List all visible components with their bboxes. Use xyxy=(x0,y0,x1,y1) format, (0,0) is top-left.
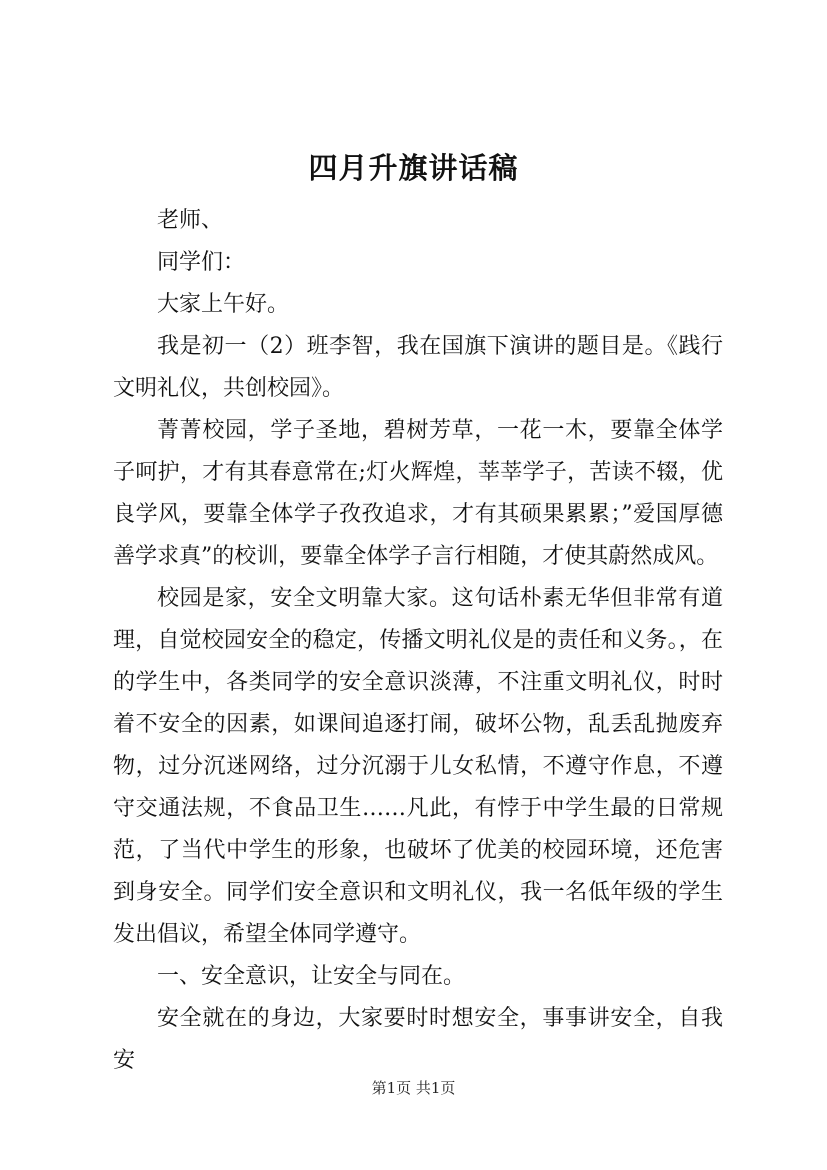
paragraph-safety-around: 安全就在的身边，大家要时时想安全，事事讲安全，自我安 xyxy=(113,1006,723,1073)
paragraph-section-one-heading: 一、安全意识，让安全与同在。 xyxy=(157,964,466,989)
page-number: 第1页 共1页 xyxy=(371,1079,456,1097)
paragraph-greeting-students: 同学们： xyxy=(157,250,246,275)
paragraph-campus: 菁菁校园，学子圣地，碧树芳草，一花一木，要靠全体学子呵护，才有其春意常在;灯火辉煌，莘莘学子，苦读不辍，优良学风，要靠全体学子孜孜追求，才有其硕果累累；”爱国厚德善学求真”的校训，要靠全体学子言行相随，才使其蔚然成风。 xyxy=(113,418,723,569)
paragraph-safety-civility: 校园是家，安全文明靠大家。这句话朴素无华但非常有道理，自觉校园安全的稳定，传播文明礼仪是的责任和义务。，在的学生中，各类同学的安全意识淡薄，不注重文明礼仪，时时着不安全的因素，如课间追逐打闹，破坏公物，乱丢乱抛废弃物，过分沉迷网络，过分沉溺于儿女私情，不遵守作息，不遵守交通法规，不食品卫生……凡此，有悖于中学生最的日常规范，了当代中学生的形象，也破坏了优美的校园环境，还危害到身安全。同学们安全意识和文明礼仪，我一名低年级的学生发出倡议，希望全体同学遵守。 xyxy=(113,586,723,947)
paragraph-good-morning: 大家上午好。 xyxy=(157,292,290,317)
paragraph-introduction: 我是初一（2）班李智，我在国旗下演讲的题目是。《践行文明礼仪，共创校园》。 xyxy=(113,334,723,401)
paragraph-greeting-teachers: 老师、 xyxy=(157,208,224,233)
document-body xyxy=(113,200,723,1082)
document-title: 四月升旗讲话稿 xyxy=(308,151,519,185)
